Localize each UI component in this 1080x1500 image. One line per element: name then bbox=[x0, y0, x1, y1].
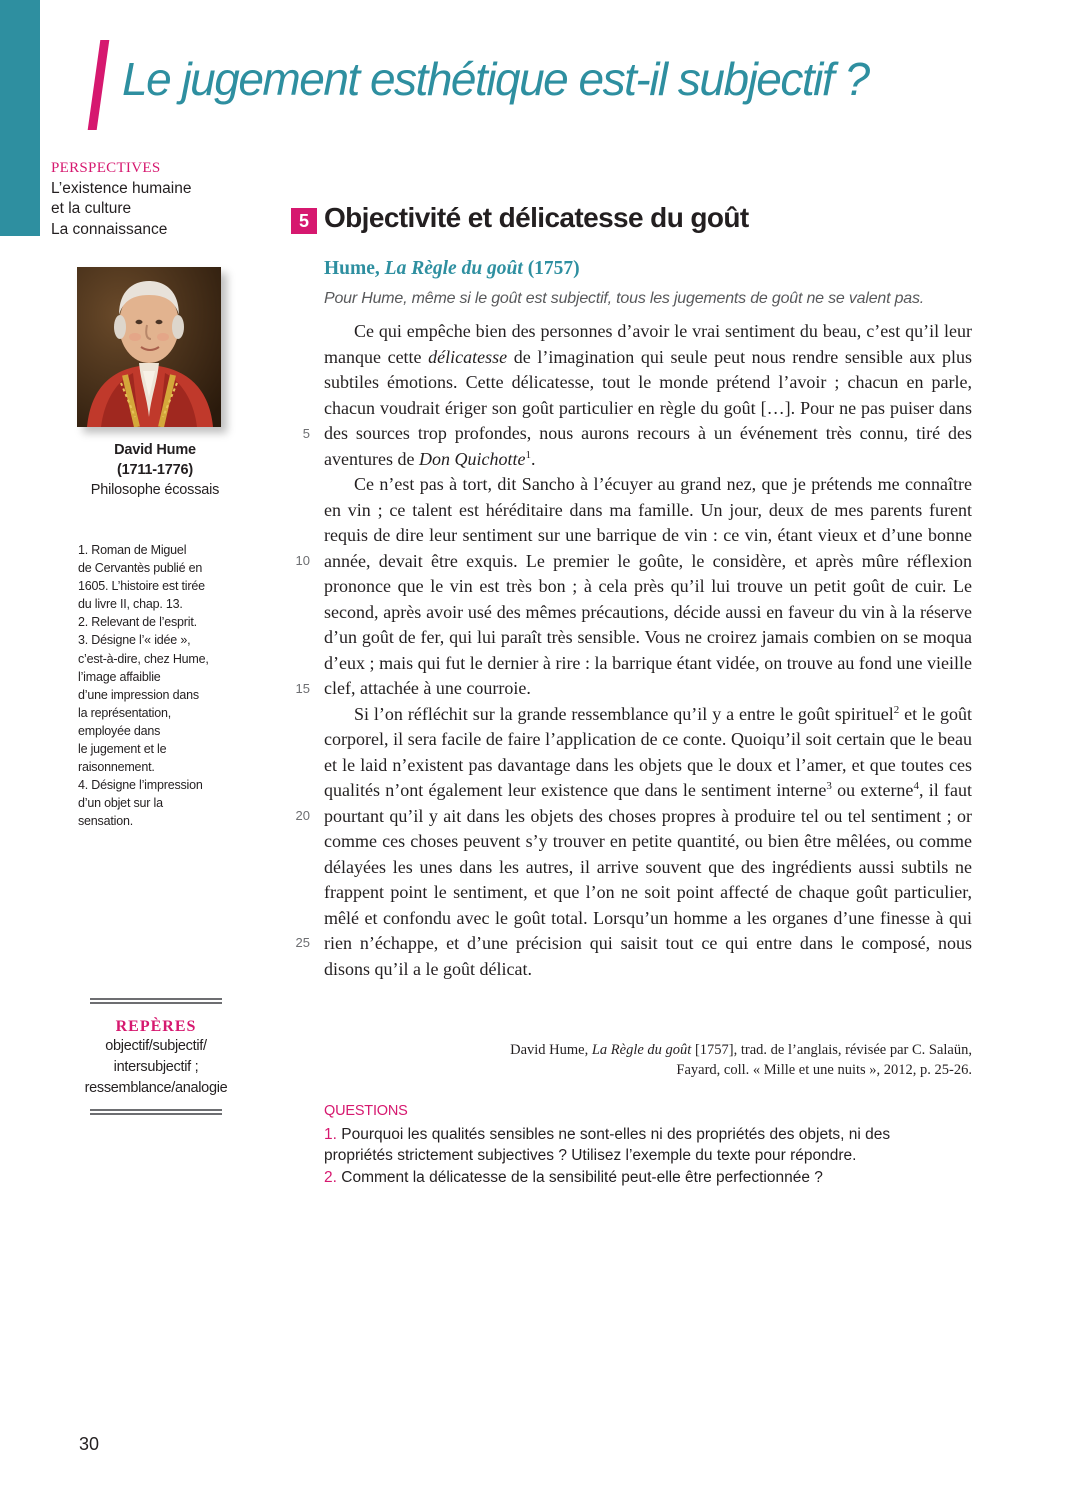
section-intro: Pour Hume, même si le goût est subjectif, tous les jugements de goût ne se valent pas. bbox=[324, 290, 925, 307]
text-emphasis: délicatesse bbox=[428, 346, 508, 367]
text-run: ou externe bbox=[831, 780, 914, 800]
footnote-line: d’un objet sur la bbox=[78, 796, 163, 811]
line-number: 20 bbox=[295, 808, 310, 823]
david-hume-portrait bbox=[77, 267, 221, 427]
page-title: Le jugement esthétique est-il subjectif ? bbox=[122, 53, 869, 105]
portrait-caption bbox=[56, 440, 254, 500]
section-title: Objectivité et délicatesse du goût bbox=[324, 202, 749, 233]
question-number: 1. bbox=[324, 1125, 337, 1143]
line-number: 25 bbox=[295, 935, 310, 950]
line-number: 10 bbox=[295, 553, 310, 568]
reperes-line: intersubjectif ; bbox=[113, 1059, 199, 1075]
question-item bbox=[324, 1167, 984, 1189]
footnote-ref: 1 bbox=[525, 448, 531, 461]
footnote-line: le jugement et le bbox=[78, 742, 167, 757]
question-text: Comment la délicatesse de la sensibilité peut-elle être perfectionnée ? bbox=[341, 1168, 823, 1186]
page-number: 30 bbox=[79, 1434, 100, 1454]
footnote-line: 3. Désigne l’« idée », bbox=[78, 633, 191, 648]
text-run: de l’imagination qui seule peut nous rendre sensible aux plus subtiles émotions. Cette délicatesse, tout le monde prétend l’avoir ; chacun en parle, chacun voudrait ériger son goût particulier en règle du goût […]. Pour ne pas puiser dans des sources trop profondes, nous aurons recours à un événement très connu, tiré des aventures de bbox=[324, 346, 973, 469]
citation-work: La Règle du goût bbox=[591, 1042, 692, 1058]
text-run: , il faut pourtant qu’il y ait dans les objets des choses propres à produire tel ou tel sentiment ; or comme ces choses peuvent s’y trouver en petite quantité, ou bien être mêlées, ou comme délayées les unes dans les autres, il arrive souvent que des ingrédients aussi subtils ne frappent point le sentiment, et que l’on ne soit point affecté de chaque goût particulier, mêlé et confondu avec le goût total. Lorsqu’un homme a les organes d’une finesse à qui rien n’échappe, et d’une précision qui saisit tout ce qui entre dans le composé, nous disons qu’il a le goût délicat. bbox=[324, 780, 972, 979]
caption-role: Philosophe écossais bbox=[90, 482, 220, 498]
source-author: Hume, bbox=[324, 258, 380, 279]
footnote-line: 1605. L’histoire est tirée bbox=[78, 579, 205, 594]
footnote-line: sensation. bbox=[78, 814, 133, 829]
question-text: Pourquoi les qualités sensibles ne sont-elles ni des propriétés des objets, ni des bbox=[341, 1125, 891, 1143]
reperes-line: objectif/subjectif/ bbox=[105, 1038, 207, 1054]
text-run: Si l’on réfléchit sur la grande ressemblance qu’il y a entre le goût spirituel bbox=[354, 703, 894, 724]
perspectives-line: et la culture bbox=[51, 200, 132, 217]
footnote-line: 1. Roman de Miguel bbox=[78, 543, 187, 557]
footnote-ref: 2 bbox=[893, 703, 900, 716]
reperes-line: ressemblance/analogie bbox=[84, 1080, 228, 1096]
footnote-line: d’une impression dans bbox=[78, 687, 199, 702]
perspectives-line: L’existence humaine bbox=[51, 179, 192, 197]
perspectives-line: La connaissance bbox=[51, 220, 168, 238]
text-run: et le goût corporel, il sera facile de faire l’application de ce conte. Quoiqu’il soit certain que le beau et le laid n’existent pas davantage dans les objets que le doux et l’amer, et que toutes ces qualités n’ont également leur existence que dans le sentiment interne bbox=[324, 703, 973, 800]
footnote-line: la représentation, bbox=[78, 705, 171, 720]
source-work: La Règle du goût bbox=[384, 258, 523, 279]
text-run: . bbox=[530, 448, 536, 469]
line-number: 5 bbox=[302, 426, 310, 441]
perspectives-block bbox=[51, 158, 191, 240]
footnote-line: 2. Relevant de l’esprit. bbox=[78, 615, 197, 630]
title-accent-slash bbox=[88, 40, 110, 130]
footnote-line: l’image affaiblie bbox=[78, 669, 161, 684]
source-year: (1757) bbox=[527, 258, 580, 279]
citation-line-1 bbox=[510, 1040, 972, 1060]
questions-heading: QUESTIONS bbox=[324, 1103, 408, 1119]
citation-line-2: Fayard, coll. « Mille et une nuits », 2012, p. 25-26. bbox=[676, 1062, 972, 1078]
text-run: David Hume, bbox=[510, 1042, 592, 1058]
footnote-line: c’est-à-dire, chez Hume, bbox=[78, 651, 209, 666]
source-heading bbox=[324, 258, 580, 280]
reperes-box bbox=[68, 998, 244, 1115]
footnotes bbox=[78, 541, 238, 831]
footnote-ref: 4 bbox=[913, 780, 919, 792]
questions-block bbox=[324, 1101, 984, 1188]
perspectives-label: PERSPECTIVES bbox=[51, 160, 161, 176]
question-number: 2. bbox=[324, 1168, 337, 1186]
paragraph-3 bbox=[324, 702, 972, 983]
question-item-continued: propriétés strictement subjectives ? Utilisez l’exemple du texte pour répondre. bbox=[324, 1147, 857, 1164]
footnote-line: 4. Désigne l’impression bbox=[78, 778, 203, 793]
paragraph-2: Ce n’est pas à tort, dit Sancho à l’écuyer au grand nez, que je prétends me connaître en vin ; ce talent est héréditaire dans ma famille. Un jour, deux de mes parents furent requis de dire leur sentiment sur une barrique de vin : ce vin, étant vieux et d’une bonne année, devait être exquis. Le premier le goûte, le considère, et après mûre réflexion prononce que le vin est très bon ; à cela près qu’il lui trouve un petit goût de cuir. Le second, après avoir usé des mêmes précautions, décide aussi en faveur du vin à la réserve d’un goût de fer, qui lui paraît très sensible. Vous ne croirez jamais combien on se moqua d’eux ; mais qui fut le dernier à rire : la barrique étant vidée, on trouve au fond une vieille clef, attachée à une courroie. bbox=[324, 474, 972, 698]
reperes-bottom-rule bbox=[90, 1109, 222, 1115]
main-text bbox=[324, 319, 972, 982]
reperes-top-rule bbox=[90, 998, 222, 1004]
line-number: 15 bbox=[295, 681, 310, 696]
footnote-line: raisonnement. bbox=[78, 760, 155, 775]
reperes-heading: REPÈRES bbox=[115, 1018, 197, 1035]
section-number-badge: 5 bbox=[291, 208, 317, 234]
caption-name: David Hume bbox=[114, 442, 196, 458]
citation bbox=[510, 1040, 972, 1080]
footnote-line: du livre II, chap. 13. bbox=[78, 597, 183, 612]
footnote-line: employée dans bbox=[78, 723, 161, 738]
teal-corner-band bbox=[0, 0, 40, 236]
text-run: Ce qui empêche bien des personnes d’avoir le vrai sentiment du beau, c’est qu’il leur manque cette bbox=[324, 321, 972, 367]
footnote-ref: 3 bbox=[826, 780, 832, 792]
caption-dates: (1711-1776) bbox=[117, 462, 193, 478]
text-emphasis: Don Quichotte bbox=[418, 448, 526, 469]
question-item bbox=[324, 1124, 984, 1146]
paragraph-1 bbox=[324, 319, 972, 472]
text-run: [1757], trad. de l’anglais, révisée par C. Salaün, bbox=[691, 1042, 972, 1058]
footnote-line: de Cervantès publié en bbox=[78, 561, 203, 576]
